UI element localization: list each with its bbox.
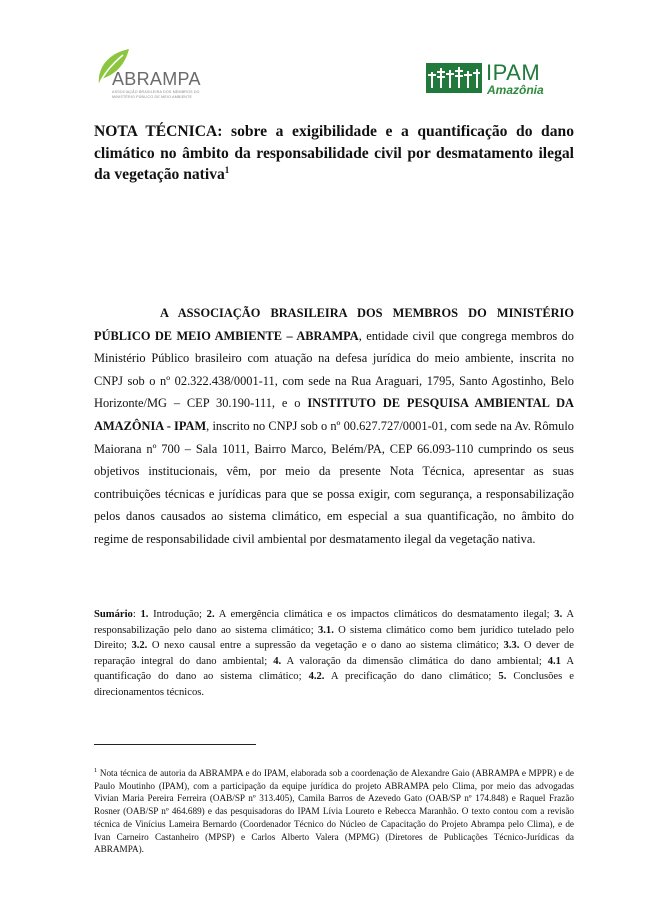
- ipam-forest-icon: [426, 63, 482, 93]
- abrampa-wordmark: ABRAMPA: [112, 69, 201, 89]
- summary-item-text: A responsabilização pelo dano ao sistema climático;: [94, 609, 575, 636]
- summary-label: Sumário: [94, 609, 133, 620]
- title-text: NOTA TÉCNICA: sobre a exigibilidade e a quantificação do dano climático no âmbito da responsabilidade civil por desmatamento ilegal da vegetação nativa: [94, 123, 574, 183]
- title-footnote-ref[interactable]: 1: [224, 164, 230, 175]
- abrampa-subtitle-line1: ASSOCIAÇÃO BRASILEIRA DOS MEMBROS DO: [112, 90, 200, 94]
- summary-section: Sumário: 1. Introdução; 2. A emergência climática e os impactos climáticos do desmatamento ilegal; 3. A responsabilização pelo dano ao sistema climático; 3.1. O sistema climático como bem jurídico tutelado pelo Direito; 3.2. O nexo causal entre a supressão da vegetação e o dano ao sistema climático; 3.3. O dever de reparação integral do dano ambiental; 4. A valoração da dimensão climática do dano ambiental; 4.1 A quantificação do dano ao sistema climático; 4.2. A precificação do dano climático; 5. Conclusões e direcionamentos técnicos.: [94, 609, 575, 698]
- summary-item-text: O sistema climático como bem jurídico tutelado pelo Direito;: [94, 624, 575, 652]
- document-title: [94, 121, 574, 186]
- summary-item-number: 5.: [498, 671, 507, 683]
- footnote-separator: [94, 744, 256, 745]
- summary-item-text: A quantificação do dano ao sistema climático;: [94, 655, 575, 683]
- abrampa-subtitle-line2: MINISTÉRIO PÚBLICO DE MEIO AMBIENTE: [112, 94, 193, 99]
- summary-item-text: O dever de reparação integral do dano ambiental;: [94, 640, 574, 667]
- summary-item-text: A emergência climática e os impactos climáticos do desmatamento ilegal;: [214, 609, 555, 620]
- org2-name: INSTITUTO DE PESQUISA AMBIENTAL DA AMAZÔNIA - IPAM: [94, 396, 574, 433]
- footnote-number: 1: [94, 766, 98, 774]
- intro-paragraph: [94, 302, 574, 551]
- ipam-subtitle: Amazônia: [487, 83, 544, 97]
- ipam-wordmark: IPAM: [486, 60, 541, 85]
- summary-item-number: 3.3.: [503, 640, 520, 652]
- summary-item-number: 4.1: [547, 655, 561, 667]
- paragraph-part1: , entidade civil que congrega membros do Ministério Público brasileiro com atuação na defesa jurídica do meio ambiente, inscrita no CNPJ sob o nº 02.322.438/0001-11, com sede na Rua Araguari, 1795, Santo Agostinho, Belo Horizonte/MG – CEP 30.190-111, e o: [94, 328, 574, 411]
- summary-item-number: 2.: [206, 609, 215, 620]
- summary-item-number: 4.: [273, 655, 282, 667]
- summary-items: [94, 609, 574, 698]
- abrampa-subtitle: [112, 90, 200, 99]
- summary-item-number: 3.: [554, 609, 563, 620]
- org1-name: A ASSOCIAÇÃO BRASILEIRA DOS MEMBROS DO MINISTÉRIO PÚBLICO DE MEIO AMBIENTE – ABRAMPA: [94, 306, 574, 343]
- ipam-logo: [426, 60, 586, 100]
- summary-item-number: 1.: [140, 609, 149, 620]
- abrampa-logo: [93, 45, 228, 105]
- summary-item-number: 3.1.: [317, 624, 334, 636]
- summary-item-text: O nexo causal entre a supressão da vegetação e o dano ao sistema climático;: [147, 640, 504, 652]
- summary-item-text: A valoração da dimensão climática do dano ambiental;: [281, 655, 548, 667]
- summary-item-text: Conclusões e direcionamentos técnicos.: [94, 671, 574, 698]
- summary-item-text: A precificação do dano climático;: [324, 671, 499, 683]
- summary-item-number: 4.2.: [308, 671, 325, 683]
- summary-item-number: 3.2.: [131, 640, 148, 652]
- footnote-text: Nota técnica de autoria da ABRAMPA e do IPAM, elaborada sob a coordenação de Alexandre Gaio (ABRAMPA e MPPR) e de Paulo Moutinho (IPAM), com a participação da equipe jurídica do projeto ABRAMPA pelo Clima, por meio das advogadas Vivian Maria Pereira Ferreira (OAB/SP nº 313.405), Camila Barros de Azevedo Gato (OAB/SP nº 174.848) e Raquel Frazão Rosner (OAB/SP nº 464.689) e das pesquisadoras do IPAM Lívia Loureto e Rebecca Maranhão. O texto contou com a revisão técnica de Vinícius Lameira Bernardo (Coordenador Técnico do Núcleo de Capacitação do Projeto Abrampa pelo Clima), e de Ivan Carneiro Castanheiro (MPSP) e Carlos Alberto Valera (MPMG) (Diretores de Publicações Técnico-Jurídicas da ABRAMPA).: [94, 768, 574, 855]
- summary-item-text: Introdução;: [148, 609, 207, 620]
- paragraph-part2: , inscrito no CNPJ sob o nº 00.627.727/0001-01, com sede na Av. Rômulo Maiorana nº 700 – Sala 1011, Bairro Marco, Belém/PA, CEP 66.093-110 cumprindo os seus objetivos institucionais, vêm, por meio da presente Nota Técnica, apresentar as suas contribuições técnicas e jurídicas para que se possa exigir, com segurança, a responsabilização pelos danos causados ao sistema climático, em especial a sua quantificação, no âmbito do regime de responsabilidade civil ambiental por desmatamento ilegal da vegetação nativa.: [94, 418, 574, 546]
- footnote: [94, 767, 574, 856]
